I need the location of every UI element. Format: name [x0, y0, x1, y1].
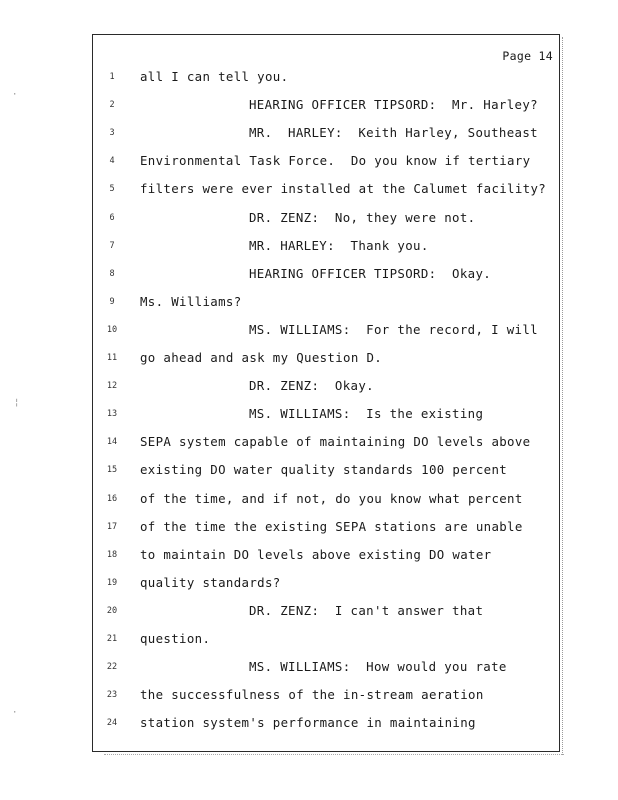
line-number: 2: [109, 100, 115, 111]
page-shadow-edge: [104, 754, 564, 755]
transcript-line: [93, 294, 559, 310]
transcript-line: [93, 378, 559, 394]
line-number: 12: [106, 381, 118, 392]
line-text: go ahead and ask my Question D.: [140, 350, 383, 365]
transcript-line: [93, 659, 559, 675]
line-text: station system's performance in maintaining: [140, 715, 476, 731]
line-text: MS. WILLIAMS: How would you rate: [249, 659, 507, 675]
line-number: 19: [106, 577, 118, 588]
transcript-line: [93, 125, 559, 141]
transcript-line: [93, 210, 559, 226]
transcript-page: [92, 34, 560, 752]
transcript-line: [93, 715, 559, 731]
line-number: 9: [109, 296, 115, 307]
margin-mark: ¦: [14, 398, 20, 408]
transcript-line: [93, 97, 559, 113]
line-text: the successfulness of the in-stream aeration: [140, 687, 484, 703]
line-text: of the time the existing SEPA stations are unable: [140, 518, 523, 534]
page-number: Page 14: [502, 49, 553, 63]
line-number: 6: [109, 212, 115, 223]
line-number: 16: [106, 493, 118, 504]
line-number: 21: [106, 634, 118, 644]
transcript-line: [93, 153, 559, 169]
line-text: DR. ZENZ: I can't answer that: [249, 602, 484, 618]
transcript-line: [93, 181, 559, 197]
line-number: 11: [106, 353, 118, 363]
line-number: 10: [106, 324, 118, 335]
line-number: 4: [109, 156, 115, 167]
transcript-line: [93, 266, 559, 282]
line-number: 8: [109, 268, 115, 279]
line-number: 15: [106, 465, 118, 476]
line-number: 1: [109, 72, 115, 82]
line-number: 17: [106, 521, 118, 532]
line-text: MS. WILLIAMS: Is the existing: [249, 406, 484, 422]
line-number: 3: [109, 128, 115, 139]
line-text: Ms. Williams?: [140, 293, 242, 309]
line-text: MS. WILLIAMS: For the record, I will: [249, 321, 538, 337]
line-text: DR. ZENZ: Okay.: [249, 378, 374, 394]
line-text: MR. HARLEY: Keith Harley, Southeast: [249, 125, 538, 141]
line-number: 14: [106, 437, 118, 448]
transcript-line: [93, 603, 559, 619]
transcript-line: [93, 519, 559, 535]
line-number: 13: [106, 409, 118, 420]
transcript-line: [93, 631, 559, 647]
line-text: Environmental Task Force. Do you know if tertiary: [140, 153, 531, 169]
line-number: 18: [106, 549, 118, 560]
transcript-line: [93, 238, 559, 254]
line-text: question.: [140, 631, 211, 646]
line-text: all I can tell you.: [140, 69, 289, 84]
line-number: 7: [109, 240, 115, 251]
transcript-line: [93, 575, 559, 591]
transcript-line: [93, 687, 559, 703]
transcript-line: [93, 491, 559, 507]
transcript-line: [93, 406, 559, 422]
line-text: existing DO water quality standards 100 percent: [140, 462, 508, 478]
line-text: HEARING OFFICER TIPSORD: Mr. Harley?: [249, 97, 538, 113]
line-text: filters were ever installed at the Calumet facility?: [140, 181, 547, 197]
transcript-line: [93, 462, 559, 478]
line-text: MR. HARLEY: Thank you.: [249, 237, 429, 253]
line-text: DR. ZENZ: No, they were not.: [249, 209, 476, 225]
line-text: of the time, and if not, do you know what percent: [140, 490, 523, 506]
transcript-line: [93, 322, 559, 338]
line-text: HEARING OFFICER TIPSORD: Okay.: [249, 265, 492, 281]
line-text: quality standards?: [140, 574, 281, 590]
line-text: to maintain DO levels above existing DO water: [140, 546, 492, 562]
line-number: 23: [106, 690, 118, 701]
line-text: SEPA system capable of maintaining DO levels above: [140, 434, 531, 450]
margin-mark: ·: [12, 708, 18, 718]
transcript-line: [93, 350, 559, 366]
margin-mark: ·: [12, 90, 18, 100]
transcript-line: [93, 69, 559, 85]
transcript-line: [93, 547, 559, 563]
line-number: 5: [109, 184, 115, 195]
transcript-line: [93, 434, 559, 450]
line-number: 22: [106, 662, 118, 673]
line-number: 20: [106, 605, 118, 616]
line-number: 24: [106, 718, 118, 729]
